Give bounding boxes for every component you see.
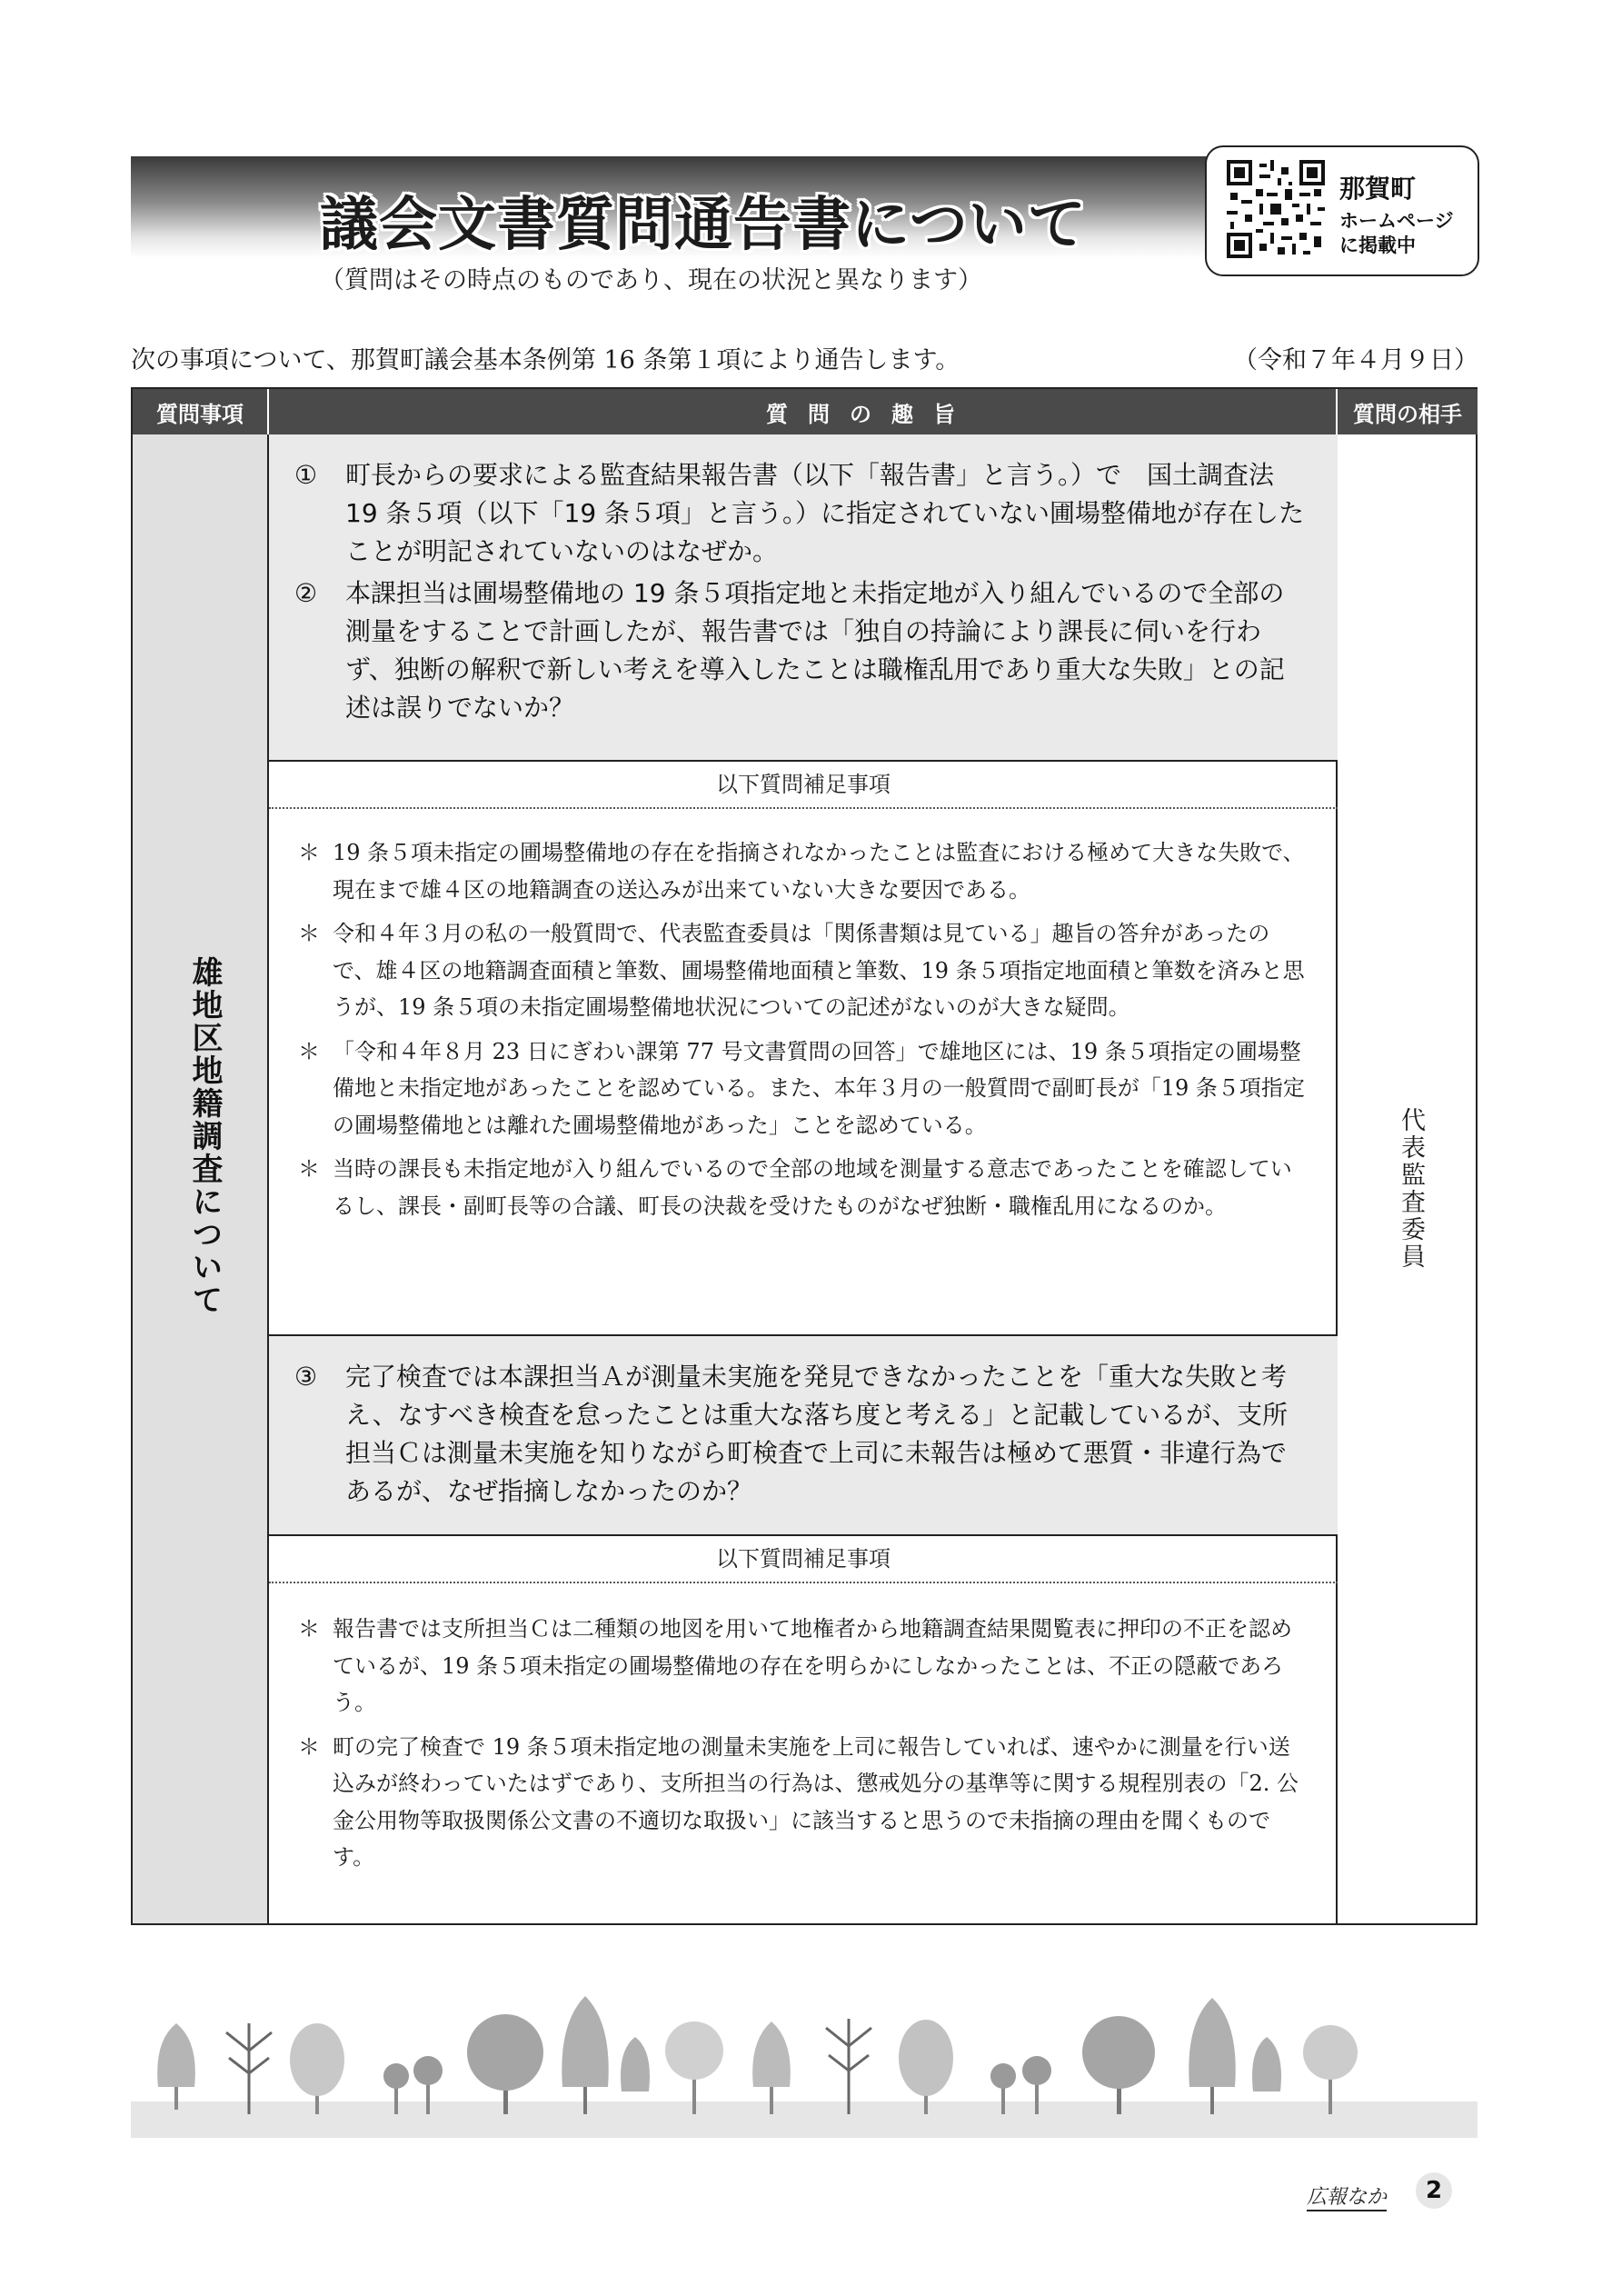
page-number: 2: [1416, 2172, 1452, 2209]
note-text: 報告書では支所担当Ｃは二種類の地図を用いて地権者から地籍調査結果閲覧表に押印の不正を認めているが、19 条５項未指定の圃場整備地の存在を明らかにしなかったことは、不正の隠蔽であろう。: [333, 1616, 1292, 1715]
note-mark: ＊: [298, 1733, 320, 1760]
note-mark: ＊: [298, 1038, 320, 1064]
question-item: [294, 1358, 1307, 1511]
note-text: 「令和４年８月 23 日にぎわい課第 77 号文書質問の回答」で雄地区には、19 条５項指定の圃場整備地と未指定地があったことを認めている。また、本年３月の一般質問で副町長が「19 条５項指定の圃場整備地とは離れた圃場整備地があった」ことを認めている。: [333, 1038, 1305, 1138]
question-table: [131, 387, 1478, 1925]
question-number: ③: [294, 1362, 318, 1392]
tree-icon: [383, 2056, 443, 2114]
question-text: 完了検査では本課担当Ａが測量未実施を発見できなかったことを「重大な失敗と考え、なすべき検査を怠ったことは重大な落ち度と考える」と記載しているが、支所担当Ｃは測量未実施を知りながら町検査で上司に未報告は極めて悪質・非違行為であるが、なぜ指摘しなかったのか？: [345, 1362, 1289, 1506]
question-block-1: [269, 434, 1338, 760]
tree-icon: [1303, 2025, 1358, 2114]
note-item: [298, 1151, 1307, 1224]
qr-title: 那賀町: [1339, 174, 1417, 204]
header-recipient: 質問の相手: [1338, 389, 1478, 434]
tree-icon: [467, 2014, 543, 2114]
note-mark: ＊: [298, 1156, 320, 1182]
note-item: [298, 834, 1307, 908]
header-purpose: 質問の趣旨: [269, 389, 1472, 434]
page-title: 議会文書質問通告書について: [320, 192, 1087, 259]
tree-icon: [990, 2056, 1051, 2114]
supplement-label: 以下質問補足事項: [716, 1546, 891, 1572]
header-subject: 質問事項: [133, 389, 267, 434]
question-number: ①: [294, 460, 318, 490]
subject-text: 雄地区地籍調査について: [186, 956, 223, 1316]
supplement-notes-2: [269, 1611, 1338, 1883]
dotted-divider: [269, 807, 1338, 809]
tree-icon: [1082, 2016, 1155, 2114]
tree-icon: [665, 2021, 723, 2114]
question-item: [294, 456, 1307, 571]
tree-illustration: [131, 1987, 1478, 2123]
note-text: 令和４年３月の私の一般質問で、代表監査委員は「関係書類は見ている」趣旨の答弁があったので、雄４区の地籍調査面積と筆数、圃場整備地面積と筆数、19 条５項指定地面積と筆数を済みと思うが、19 条５項の未指定圃場整備地状況についての記述がないのが大きな疑問。: [333, 921, 1305, 1020]
publication-name: 広報なか: [1307, 2181, 1387, 2211]
question-block-2: [269, 1336, 1338, 1534]
intro-text: 次の事項について、那賀町議会基本条例第 16 条第１項により通告します。: [131, 346, 960, 374]
tree-icon: [1189, 1998, 1281, 2114]
note-item: [298, 915, 1307, 1026]
qr-caption: [1339, 169, 1454, 258]
dotted-divider: [269, 1582, 1338, 1583]
question-number: ②: [294, 578, 318, 608]
note-item: [298, 1611, 1307, 1722]
tree-icon: [290, 2023, 344, 2114]
tree-icon: [752, 2021, 791, 2114]
question-text: 町長からの要求による監査結果報告書（以下「報告書」と言う。）で 国土調査法 19 条５項（以下「19 条５項」と言う。）に指定されていない圃場整備地が存在したことが明記されていないのはなぜか。: [345, 460, 1305, 566]
qr-line1: ホームページ: [1339, 210, 1454, 232]
qr-code-icon[interactable]: [1227, 160, 1325, 258]
tree-icon: [899, 2020, 953, 2114]
note-text: 当時の課長も未指定地が入り組んでいるので全部の地域を測量する意志であったことを確認しているし、課長・副町長等の合議、町長の決裁を受けたものがなぜ独断・職権乱用になるのか。: [333, 1156, 1292, 1219]
qr-callout: [1205, 145, 1479, 276]
note-text: 19 条５項未指定の圃場整備地の存在を指摘されなかったことは監査における極めて大きな失敗で、現在まで雄４区の地籍調査の送込みが出来ていない大きな要因である。: [333, 840, 1305, 903]
page-subtitle: （質問はその時点のものであり、現在の状況と異なります）: [320, 266, 982, 294]
notice-date: （令和７年４月９日）: [1233, 346, 1478, 374]
tree-icon: [157, 2023, 195, 2110]
tree-icon: [826, 2019, 871, 2114]
tree-icon: [562, 1996, 650, 2114]
note-text: 町の完了検査で 19 条５項未指定地の測量未実施を上司に報告していれば、速やかに測量を行い送込みが終わっていたはずであり、支所担当の行為は、懲戒処分の基準等に関する規程別表の「2. 公金公用物等取扱関係公文書の不適切な取扱い」に該当すると思うので未指摘の理由を聞くものです。: [333, 1733, 1299, 1870]
tree-icon: [226, 2023, 272, 2114]
qr-line2: に掲載中: [1339, 235, 1416, 256]
question-text: 本課担当は圃場整備地の 19 条５項指定地と未指定地が入り組んでいるので全部の測量をすることで計画したが、報告書では「独自の持論により課長に伺いを行わず、独断の解釈で新しい考えを導入したことは職権乱用であり重大な失敗」との記述は誤りでないか？: [345, 578, 1285, 723]
note-item: [298, 1033, 1307, 1144]
recipient-text: 代表監査委員: [1397, 1107, 1425, 1271]
note-item: [298, 1729, 1307, 1876]
note-mark: ＊: [298, 840, 320, 865]
note-mark: ＊: [298, 1616, 320, 1642]
supplement-notes-1: [269, 834, 1338, 1232]
note-mark: ＊: [298, 921, 320, 946]
question-item: [294, 574, 1307, 727]
supplement-label: 以下質問補足事項: [716, 772, 891, 797]
